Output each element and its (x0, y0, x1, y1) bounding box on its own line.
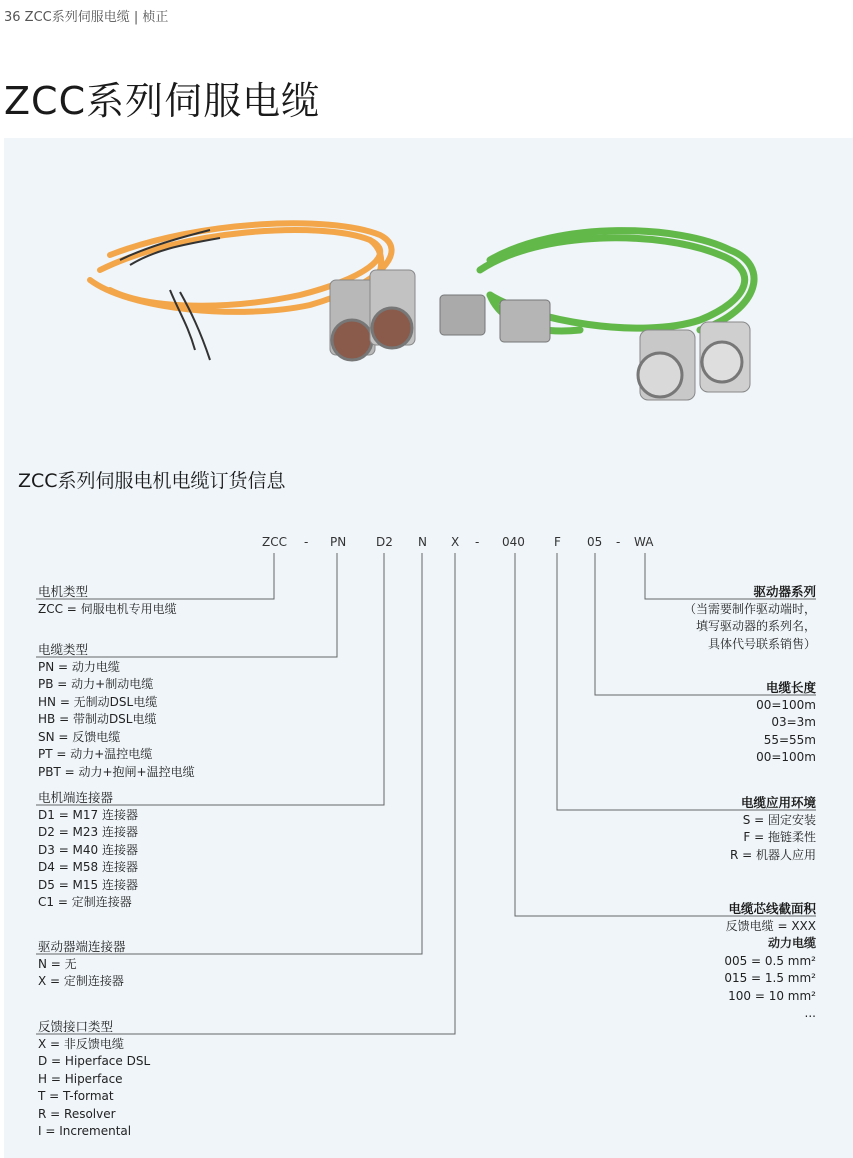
cable-type-item: PB = 动力+制动电缆 (38, 677, 154, 691)
motor-connector-title: 电机端连接器 (38, 790, 114, 805)
motor-type-title: 电机类型 (38, 584, 89, 599)
code-n: N (418, 535, 427, 549)
cable-type-title: 电缆类型 (38, 642, 89, 657)
code-zcc: ZCC (262, 535, 287, 549)
code-f: F (554, 535, 561, 549)
feedback-type-item: I = Incremental (38, 1124, 132, 1138)
cable-type-item: PN = 动力电缆 (38, 659, 120, 674)
drive-series-title: 驱动器系列 (753, 584, 816, 599)
motor-connector-item: D5 = M15 连接器 (38, 877, 138, 892)
group-motor-connector (38, 789, 138, 912)
cross-section-item: ... (804, 1006, 816, 1020)
code-length: 040 (502, 535, 525, 549)
environment-item: F = 拖链柔性 (743, 830, 816, 844)
feedback-type-item: D = Hiperface DSL (38, 1054, 151, 1068)
code-dash-2: - (475, 535, 480, 549)
feedback-type-title: 反馈接口类型 (38, 1019, 114, 1034)
section-title: ZCC系列伺服电机电缆订货信息 (18, 470, 286, 492)
cable-type-item: SN = 反馈电缆 (38, 729, 121, 744)
cable-type-item: HN = 无制动DSL电缆 (38, 694, 158, 709)
drive-connector-title: 驱动器端连接器 (38, 939, 126, 954)
motor-connector-item: C1 = 定制连接器 (38, 895, 132, 909)
drive-connector-item: X = 定制连接器 (38, 974, 124, 988)
code-d2: D2 (376, 535, 393, 549)
environment-item: S = 固定安装 (742, 812, 816, 827)
cross-section-item: 005 = 0.5 mm² (724, 953, 816, 968)
feedback-type-item: X = 非反馈电缆 (38, 1036, 124, 1051)
group-feedback-type (38, 1018, 150, 1141)
drive-series-item: 具体代号联系销售） (707, 636, 816, 651)
cable-type-item: PBT = 动力+抱闸+温控电缆 (38, 764, 195, 779)
code-wa: WA (634, 535, 654, 549)
feedback-type-item: H = Hiperface (38, 1071, 123, 1086)
cross-section-feedback: 反馈电缆 = XXX (725, 918, 816, 933)
environment-item: R = 机器人应用 (729, 847, 816, 862)
cross-section-subtitle: 动力电缆 (767, 936, 816, 950)
page-header: 36 ZCC系列伺服电缆 | 桢正 (4, 10, 169, 25)
cable-length-item: 00=100m (756, 750, 816, 764)
motor-connector-item: D1 = M17 连接器 (38, 807, 138, 822)
drive-connector-item: N = 无 (38, 956, 77, 971)
page-title: ZCC系列伺服电缆 (4, 79, 321, 123)
group-motor-type (38, 583, 177, 618)
group-drive-connector (38, 938, 126, 991)
environment-title: 电缆应用环境 (740, 795, 816, 810)
cable-type-item: PT = 动力+温控电缆 (38, 747, 153, 761)
group-cross-section (724, 900, 816, 1023)
feedback-type-item: R = Resolver (38, 1106, 116, 1121)
motor-connector-item: D2 = M23 连接器 (38, 825, 138, 839)
group-cable-type (38, 641, 195, 781)
cable-length-item: 55=55m (763, 732, 816, 747)
cross-section-item: 100 = 10 mm² (728, 988, 816, 1003)
group-cable-length (756, 679, 816, 767)
motor-connector-item: D4 = M58 连接器 (38, 860, 138, 874)
drive-series-item: （当需要制作驱动端时， (683, 601, 816, 616)
cross-section-title: 电缆芯线截面积 (728, 901, 816, 916)
group-environment (730, 794, 816, 864)
code-x: X (451, 535, 460, 549)
code-pn: PN (330, 535, 347, 549)
cable-length-item: 00=100m (756, 697, 816, 712)
cross-section-item: 015 = 1.5 mm² (724, 971, 816, 985)
code-dash-3: - (616, 535, 621, 549)
cable-length-title: 电缆长度 (765, 680, 816, 695)
cable-length-item: 03=3m (771, 715, 816, 729)
group-drive-series (684, 583, 816, 653)
motor-connector-item: D3 = M40 连接器 (38, 842, 138, 857)
cable-type-item: HB = 带制动DSL电缆 (38, 712, 157, 726)
motor-type-item: ZCC = 伺服电机专用电缆 (38, 601, 177, 616)
code-dash-1: - (304, 535, 309, 549)
code-05: 05 (587, 535, 603, 549)
drive-series-item: 填写驱动器的系列名， (695, 619, 816, 633)
feedback-type-item: T = T-format (38, 1089, 114, 1103)
